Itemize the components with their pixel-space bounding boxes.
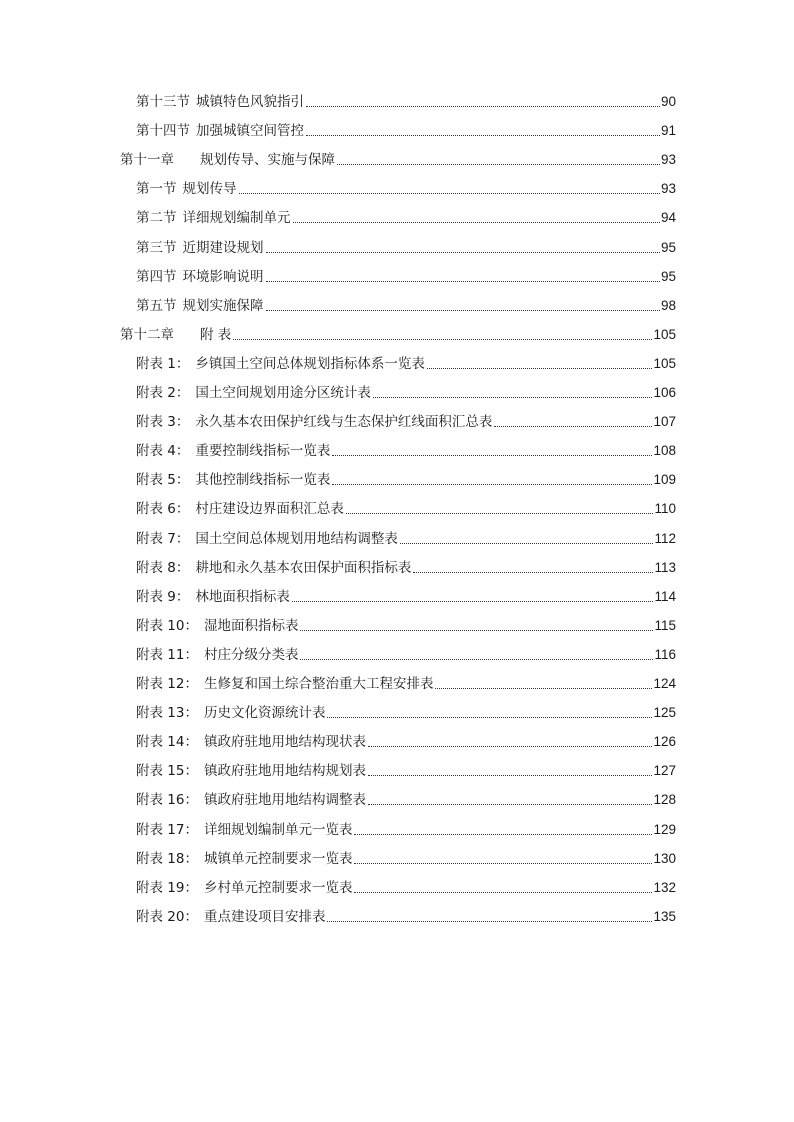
toc-dot-leader — [368, 803, 652, 805]
toc-entry-title: 规划传导 — [182, 181, 237, 198]
toc-dot-leader — [494, 425, 652, 427]
toc-page-number: 116 — [654, 646, 676, 662]
toc-dot-leader — [400, 542, 654, 544]
toc-section-entry[interactable] — [136, 907, 676, 927]
toc-entry-title: 镇政府驻地用地结构现状表 — [203, 734, 366, 751]
toc-page-number: 105 — [653, 326, 676, 342]
toc-entry-title: 重点建设项目安排表 — [203, 908, 326, 925]
toc-entry-label — [136, 529, 398, 549]
toc-entry-number: 附表 4： — [136, 443, 190, 460]
toc-dot-leader — [413, 571, 653, 573]
toc-entry-label — [136, 208, 291, 228]
toc-page-number: 98 — [660, 297, 676, 313]
toc-entry-number: 第十三节 — [136, 94, 190, 110]
toc-entry-label — [136, 179, 237, 199]
toc-dot-leader — [332, 454, 652, 456]
toc-section-entry[interactable] — [136, 645, 676, 665]
toc-entry-title: 湿地面积指标表 — [203, 617, 299, 634]
toc-page-number: 94 — [660, 210, 676, 226]
toc-entry-number: 第十二章 — [120, 326, 174, 343]
toc-section-entry[interactable] — [136, 296, 676, 316]
toc-dot-leader — [354, 862, 652, 864]
toc-entry-number: 附表 16： — [136, 792, 198, 809]
toc-entry-number: 第十四节 — [136, 123, 190, 140]
toc-entry-label — [120, 325, 231, 345]
toc-entry-title: 镇政府驻地用地结构规划表 — [203, 763, 366, 780]
toc-dot-leader — [354, 833, 652, 835]
toc-entry-label — [136, 820, 352, 840]
toc-entry-number: 附表 3： — [136, 414, 190, 431]
toc-entry-number: 附表 1： — [136, 355, 190, 372]
toc-entry-title: 加强城镇空间管控 — [196, 123, 304, 140]
toc-entry-label — [136, 499, 344, 519]
toc-entry-label — [136, 790, 366, 810]
toc-entry-title: 城镇特色风貌指引 — [196, 94, 304, 110]
toc-section-entry[interactable] — [136, 558, 676, 578]
toc-entry-title: 近期建设规划 — [182, 239, 264, 256]
toc-entry-number: 附表 15： — [136, 763, 198, 780]
toc-entry-number: 附表 5： — [136, 472, 190, 489]
toc-section-entry[interactable] — [136, 470, 676, 490]
toc-dot-leader — [354, 891, 652, 893]
toc-dot-leader — [293, 221, 660, 223]
toc-dot-leader — [368, 774, 652, 776]
toc-chapter-entry[interactable] — [120, 325, 676, 345]
toc-page-number: 132 — [653, 879, 676, 895]
toc-entry-label — [136, 878, 352, 898]
toc-entry-title: 环境影响说明 — [182, 268, 264, 285]
toc-section-entry[interactable] — [136, 92, 676, 112]
toc-entry-label — [136, 354, 425, 374]
toc-entry-number: 附表 7： — [136, 530, 190, 547]
toc-dot-leader — [266, 309, 660, 311]
toc-entry-label — [136, 616, 298, 636]
toc-page-number: 126 — [653, 734, 676, 750]
toc-entry-title: 村庄分级分类表 — [203, 646, 299, 663]
toc-dot-leader — [337, 163, 660, 165]
toc-dot-leader — [327, 920, 652, 922]
toc-page-number: 124 — [653, 676, 676, 691]
toc-entry-label — [136, 703, 325, 723]
toc-section-entry[interactable] — [136, 878, 676, 898]
toc-page-number: 130 — [653, 850, 676, 866]
toc-entry-title: 规划实施保障 — [182, 297, 264, 314]
toc-dot-leader — [373, 396, 653, 398]
toc-section-entry[interactable] — [136, 732, 676, 752]
toc-entry-title: 乡镇国土空间总体规划指标体系一览表 — [195, 355, 425, 372]
toc-entry-label — [136, 238, 264, 258]
toc-section-entry[interactable] — [136, 238, 676, 258]
toc-entry-label — [136, 674, 433, 694]
toc-section-entry[interactable] — [136, 499, 676, 519]
toc-entry-title: 历史文化资源统计表 — [203, 705, 326, 722]
toc-page-number: 107 — [653, 414, 676, 430]
toc-entry-label — [136, 441, 330, 461]
toc-dot-leader — [300, 658, 653, 660]
toc-entry-title: 详细规划编制单元一览表 — [203, 821, 353, 838]
toc-entry-number: 附表 10： — [136, 617, 198, 634]
toc-entry-title: 规划传导、实施与保障 — [200, 152, 335, 169]
toc-section-entry[interactable] — [136, 441, 676, 461]
toc-entry-title: 林地面积指标表 — [195, 588, 290, 605]
toc-section-entry[interactable] — [136, 790, 676, 810]
toc-entry-title: 国土空间规划用途分区统计表 — [195, 385, 371, 401]
toc-entry-number: 第一节 — [136, 181, 177, 198]
toc-dot-leader — [306, 134, 660, 136]
toc-entry-title: 耕地和永久基本农田保护面积指标表 — [195, 559, 412, 576]
toc-section-entry[interactable] — [136, 354, 676, 374]
toc-dot-leader — [306, 105, 660, 107]
toc-entry-number: 附表 8： — [136, 559, 190, 576]
toc-page-number: 90 — [660, 94, 676, 109]
toc-section-entry[interactable] — [136, 616, 676, 636]
toc-page-number: 115 — [654, 617, 676, 633]
toc-dot-leader — [427, 367, 653, 369]
toc-section-entry[interactable] — [136, 761, 676, 781]
toc-entry-number: 附表 14： — [136, 734, 198, 751]
toc-entry-number: 附表 19： — [136, 879, 198, 896]
toc-entry-number: 附表 9： — [136, 588, 190, 605]
toc-page-number: 95 — [660, 268, 676, 284]
toc-page-number: 127 — [653, 763, 676, 779]
toc-entry-number: 第四节 — [136, 268, 177, 285]
toc-section-entry[interactable] — [136, 849, 676, 869]
toc-dot-leader — [292, 600, 654, 602]
toc-dot-leader — [368, 745, 652, 747]
toc-section-entry[interactable] — [136, 412, 676, 432]
toc-entry-label — [136, 412, 492, 432]
toc-dot-leader — [233, 338, 652, 340]
toc-entry-label — [136, 121, 304, 141]
toc-dot-leader — [266, 280, 660, 282]
toc-section-entry[interactable] — [136, 703, 676, 723]
toc-page-number: 108 — [653, 443, 676, 459]
toc-page-number: 93 — [660, 152, 676, 168]
toc-page-number: 110 — [654, 501, 676, 517]
toc-section-entry[interactable] — [136, 121, 676, 141]
toc-section-entry[interactable] — [136, 179, 676, 199]
toc-section-entry[interactable] — [136, 820, 676, 840]
toc-page-number: 93 — [660, 181, 676, 197]
toc-entry-number: 第二节 — [136, 210, 177, 227]
toc-page-number: 105 — [653, 355, 676, 371]
toc-entry-label — [136, 296, 264, 316]
toc-entry-label — [120, 150, 335, 170]
toc-dot-leader — [239, 192, 660, 194]
toc-entry-title: 附 表 — [200, 326, 232, 343]
toc-entry-label — [136, 587, 290, 607]
toc-entry-title: 生修复和国土综合整治重大工程安排表 — [203, 676, 434, 692]
toc-entry-title: 镇政府驻地用地结构调整表 — [203, 792, 366, 809]
toc-entry-title: 永久基本农田保护红线与生态保护红线面积汇总表 — [195, 414, 493, 431]
toc-entry-number: 附表 11： — [136, 646, 198, 663]
toc-section-entry[interactable] — [136, 383, 676, 403]
toc-page-number: 112 — [654, 530, 676, 546]
toc-dot-leader — [332, 483, 652, 485]
toc-entry-label — [136, 267, 264, 287]
toc-entry-label — [136, 849, 352, 869]
toc-chapter-entry[interactable] — [120, 150, 676, 170]
toc-dot-leader — [346, 512, 654, 514]
toc-dot-leader — [266, 251, 660, 253]
toc-entry-number: 附表 6： — [136, 501, 190, 518]
toc-entry-label — [136, 907, 325, 927]
toc-page-number: 135 — [653, 908, 676, 924]
toc-page-number: 125 — [653, 705, 676, 721]
toc-entry-title: 重要控制线指标一览表 — [195, 443, 331, 460]
toc-entry-number: 第五节 — [136, 297, 177, 314]
toc-dot-leader — [300, 629, 653, 631]
toc-entry-label — [136, 383, 371, 403]
toc-entry-label — [136, 732, 366, 752]
toc-section-entry[interactable] — [136, 587, 676, 607]
toc-page-number: 114 — [654, 588, 676, 604]
toc-entry-number: 第三节 — [136, 239, 177, 256]
toc-entry-number: 附表 18： — [136, 850, 198, 867]
toc-entry-title: 其他控制线指标一览表 — [195, 472, 331, 489]
toc-entry-number: 第十一章 — [120, 152, 174, 169]
toc-entry-number: 附表 20： — [136, 908, 198, 925]
toc-entry-number: 附表 13： — [136, 705, 198, 722]
toc-entry-number: 附表 12： — [136, 676, 198, 692]
toc-entry-title: 城镇单元控制要求一览表 — [203, 850, 353, 867]
toc-entry-label — [136, 645, 298, 665]
toc-entry-label — [136, 558, 411, 578]
toc-section-entry[interactable] — [136, 208, 676, 228]
toc-page-number: 91 — [660, 123, 676, 139]
toc-dot-leader — [327, 716, 652, 718]
toc-page-number: 95 — [660, 239, 676, 255]
toc-page-number: 128 — [653, 792, 676, 808]
toc-page-number: 106 — [653, 385, 676, 400]
toc-dot-leader — [435, 687, 652, 689]
toc-entry-label — [136, 470, 330, 490]
toc-section-entry[interactable] — [136, 529, 676, 549]
toc-page-number: 113 — [654, 559, 676, 575]
toc-section-entry[interactable] — [136, 267, 676, 287]
toc-entry-label — [136, 761, 366, 781]
toc-entry-title: 国土空间总体规划用地结构调整表 — [195, 530, 398, 547]
toc-entry-number: 附表 17： — [136, 821, 198, 838]
toc-page-number: 129 — [653, 821, 676, 837]
toc-entry-title: 乡村单元控制要求一览表 — [203, 879, 353, 896]
toc-entry-number: 附表 2： — [136, 385, 190, 401]
toc-entry-title: 详细规划编制单元 — [182, 210, 291, 227]
toc-entry-title: 村庄建设边界面积汇总表 — [195, 501, 344, 518]
toc-page-number: 109 — [653, 472, 676, 488]
toc-section-entry[interactable] — [136, 674, 676, 694]
toc-entry-label — [136, 92, 304, 112]
